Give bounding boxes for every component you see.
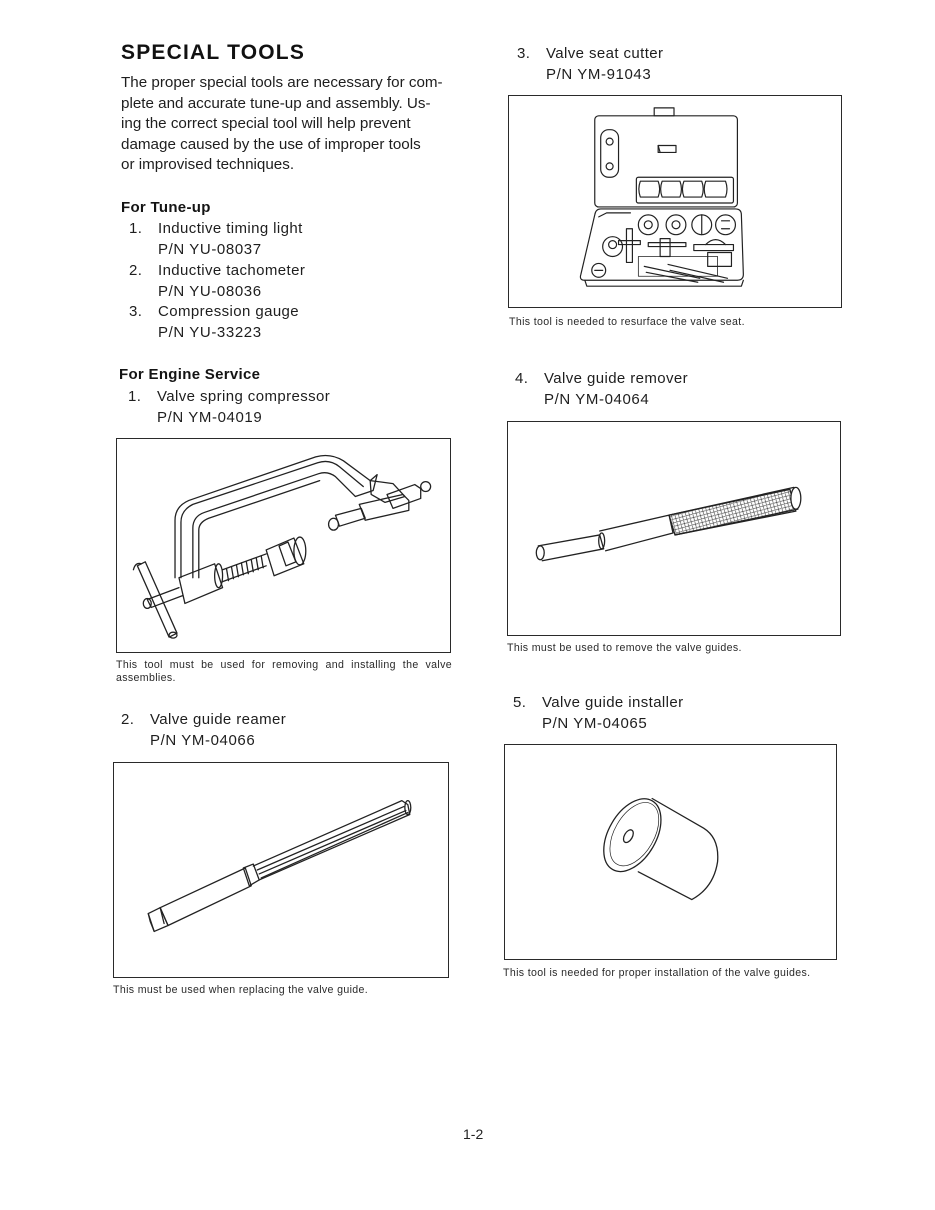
- engine-service-item-3: [517, 44, 837, 88]
- valve-guide-installer-figure: [504, 744, 837, 960]
- item-number: 1.: [128, 388, 142, 405]
- part-number: P/N YU-08037: [158, 241, 262, 258]
- valve-guide-remover-illustration: [508, 422, 840, 635]
- page-title: SPECIAL TOOLS: [121, 41, 306, 64]
- part-number: P/N YM-04066: [150, 732, 256, 749]
- item-number: 1.: [129, 220, 143, 237]
- valve-spring-compressor-illustration: [117, 439, 450, 652]
- caption-line: This tool must be used for removing and installing the valve: [116, 659, 452, 671]
- caption-line: This must be used when replacing the valve guide.: [113, 984, 369, 996]
- valve-guide-reamer-figure: [113, 762, 449, 978]
- caption-line: This tool is needed to resurface the valve seat.: [509, 316, 745, 328]
- intro-line: plete and accurate tune-up and assembly. Us-: [121, 94, 431, 112]
- caption-line: This tool is needed for proper installation of the valve guides.: [503, 967, 811, 979]
- intro-line: The proper special tools are necessary for com-: [121, 74, 443, 91]
- valve-seat-cutter-figure: [508, 95, 842, 308]
- caption-line: assemblies.: [116, 672, 176, 684]
- tune-up-list: [129, 219, 449, 344]
- part-number: P/N YM-04064: [544, 391, 650, 408]
- valve-guide-remover-figure: [507, 421, 841, 636]
- item-name: Inductive tachometer: [158, 262, 306, 279]
- item-number: 2.: [129, 262, 143, 279]
- item-name: Valve spring compressor: [157, 388, 331, 405]
- part-number: P/N YU-33223: [158, 324, 262, 341]
- caption-line: This must be used to remove the valve guides.: [507, 642, 742, 654]
- item-name: Compression gauge: [158, 303, 300, 320]
- engine-service-item-4: [515, 369, 835, 413]
- valve-guide-reamer-illustration: [114, 763, 448, 977]
- item-number: 3.: [129, 303, 143, 320]
- intro-line: damage caused by the use of improper tools: [121, 135, 421, 153]
- part-number: P/N YU-08036: [158, 283, 262, 300]
- intro-line: or improvised techniques.: [121, 156, 295, 174]
- item-number: 5.: [513, 694, 527, 711]
- valve-guide-installer-illustration: [505, 745, 836, 959]
- intro-paragraph: [121, 73, 453, 176]
- figure-caption: [507, 642, 841, 655]
- valve-seat-cutter-kit-illustration: [509, 96, 841, 307]
- engine-service-item-1: [128, 387, 448, 431]
- page-number: 1-2: [463, 1126, 484, 1142]
- figure-caption: [509, 316, 843, 329]
- part-number: P/N YM-91043: [546, 66, 652, 83]
- item-name: Valve guide reamer: [150, 711, 287, 728]
- part-number: P/N YM-04019: [157, 409, 263, 426]
- intro-line: ing the correct special tool will help prevent: [121, 115, 411, 133]
- engine-service-item-2: [121, 710, 441, 754]
- engine-service-item-5: [513, 693, 833, 737]
- part-number: P/N YM-04065: [542, 715, 648, 732]
- valve-spring-compressor-figure: [116, 438, 451, 653]
- item-number: 4.: [515, 370, 529, 387]
- item-name: Valve guide remover: [544, 370, 689, 387]
- item-number: 2.: [121, 711, 135, 728]
- item-name: Valve guide installer: [542, 694, 684, 711]
- figure-caption: [113, 984, 453, 997]
- section-heading-engine-service: For Engine Service: [119, 366, 261, 383]
- item-number: 3.: [517, 45, 531, 62]
- figure-caption: [116, 659, 452, 685]
- item-name: Valve seat cutter: [546, 45, 664, 62]
- section-heading-tune-up: For Tune-up: [121, 199, 211, 216]
- figure-caption: [503, 967, 843, 980]
- item-name: Inductive timing light: [158, 220, 303, 237]
